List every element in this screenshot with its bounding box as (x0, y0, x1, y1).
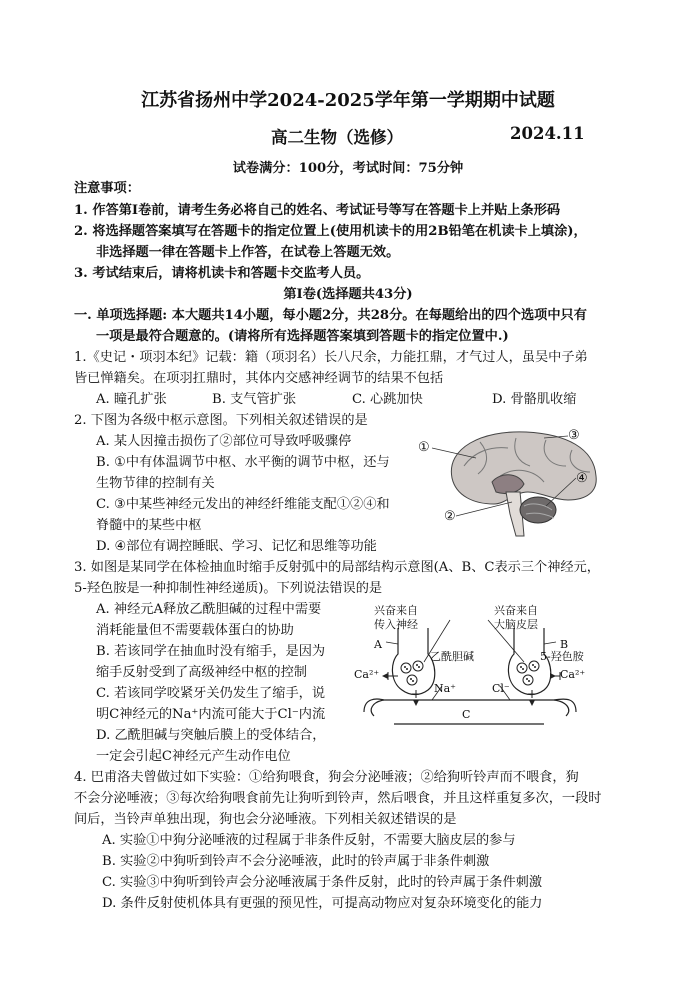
q3-option-c-cont: 明C神经元的Na⁺内流可能大于Cl⁻内流 (96, 707, 326, 722)
q2-option-b: B. ①中有体温调节中枢、水平衡的调节中枢，还与 (96, 455, 390, 470)
q4-option-d: D. 条件反射使机体具有更强的预见性，可提高动物应对复杂环境变化的能力 (102, 896, 543, 911)
q2-option-c: C. ③中某些神经元发出的神经纤维能支配①②④和 (96, 497, 390, 512)
sodium-label: Na⁺ (434, 682, 456, 695)
brain-label-1: ① (418, 440, 430, 455)
q1-stem-2: 皆已惮籍矣。在项羽扛鼎时，其体内交感神经调节的结果不包括 (74, 371, 444, 386)
brain-figure (416, 426, 616, 544)
exam-info: 试卷满分：100分，考试时间：75分钟 (232, 161, 464, 176)
synapse-right-source-2: 大脑皮层 (494, 618, 538, 631)
q3-option-a-cont: 消耗能量但不需要载体蛋白的协助 (96, 623, 294, 638)
brain-label-4: ④ (576, 471, 588, 486)
q4-option-a: A. 实验①中狗分泌唾液的过程属于非条件反射，不需要大脑皮层的参与 (102, 833, 516, 848)
section1-desc-1: 一. 单项选择题: 本大题共14小题，每小题2分，共28分。在每题给出的四个选项中只有 (74, 308, 587, 323)
q3-option-b-cont: 缩手反射受到了高级神经中枢的控制 (96, 665, 307, 680)
q3-stem-2: 5-羟色胺是一种抑制性神经递质)。下列说法错误的是 (74, 581, 383, 596)
exam-subject: 高二生物（选修） (271, 128, 403, 147)
q3-option-d-cont: 一定会引起C神经元产生动作电位 (96, 749, 291, 764)
synapse-right-source-1: 兴奋来自 (494, 604, 538, 617)
section1-desc-2: 一项是最符合题意的。(请将所有选择题答案填到答题卡的指定位置中.) (96, 329, 509, 344)
brain-label-2: ② (444, 509, 456, 524)
q3-option-b: B. 若该同学在抽血时没有缩手，是因为 (96, 644, 326, 659)
q1-stem-1: 1.《史记・项羽本纪》记载：籍（项羽名）长八尺余，力能扛鼎，才气过人，虽吴中子弟 (74, 350, 588, 365)
exam-date: 2024.11 (510, 124, 585, 143)
q2-option-c-cont: 脊髓中的某些中枢 (96, 518, 202, 533)
notes-heading: 注意事项： (74, 181, 140, 196)
q2-option-a: A. 某人因撞击损伤了②部位可导致呼吸骤停 (96, 434, 352, 449)
calcium-right-label: Ca²⁺ (560, 668, 586, 681)
q1-option-a: A. 瞳孔扩张 (96, 392, 167, 407)
note-3: 3. 考试结束后，请将机读卡和答题卡交监考人员。 (74, 266, 370, 281)
note-2-cont: 非选择题一律在答题卡上作答，在试卷上答题无效。 (96, 245, 400, 260)
note-1: 1. 作答第Ⅰ卷前，请考生务必将自己的姓名、考试证号等写在答题卡上并贴上条形码 (74, 203, 561, 218)
chloride-label: Cl⁻ (492, 682, 510, 695)
q3-option-d: D. 乙酰胆碱与突触后膜上的受体结合， (96, 728, 326, 743)
calcium-left-label: Ca²⁺ (354, 668, 380, 681)
q2-option-d: D. ④部位有调控睡眠、学习、记忆和思维等功能 (96, 539, 377, 554)
q1-option-d: D. 骨骼肌收缩 (492, 392, 577, 407)
q3-stem-1: 3. 如图是某同学在体检抽血时缩手反射弧中的局部结构示意图(A、B、C表示三个神经元， (74, 560, 600, 575)
acetylcholine-label: 乙酰胆碱 (430, 650, 474, 663)
q3-option-a: A. 神经元A释放乙酰胆碱的过程中需要 (96, 602, 322, 617)
q4-option-c: C. 实验③中狗听到铃声会分泌唾液属于条件反射，此时的铃声属于条件刺激 (102, 875, 543, 890)
q4-stem-1: 4. 巴甫洛夫曾做过如下实验：①给狗喂食，狗会分泌唾液；②给狗听铃声而不喂食，狗 (74, 770, 579, 785)
note-2: 2. 将选择题答案填写在答题卡的指定位置上(使用机读卡的用2B铅笔在机读卡上填涂)， (74, 224, 587, 239)
brain-label-3: ③ (568, 428, 580, 443)
neuron-c-label: C (462, 708, 471, 721)
neuron-a-label: A (374, 638, 382, 651)
q2-option-b-cont: 生物节律的控制有关 (96, 476, 215, 491)
q2-stem: 2. 下图为各级中枢示意图。下列相关叙述错误的是 (74, 413, 368, 428)
exam-title: 江苏省扬州中学2024-2025学年第一学期期中试题 (141, 90, 555, 111)
serotonin-label: 5-羟色胺 (540, 650, 584, 663)
q4-stem-2: 不会分泌唾液；③每次给狗喂食前先让狗听到铃声，然后喂食，并且这样重复多次，一段时 (74, 791, 602, 806)
q1-option-c: C. 心跳加快 (352, 392, 423, 407)
q4-option-b: B. 实验②中狗听到铃声不会分泌唾液，此时的铃声属于非条件刺激 (102, 854, 490, 869)
synapse-figure (354, 602, 588, 728)
synapse-left-source-2: 传入神经 (374, 618, 418, 631)
synapse-left-source-1: 兴奋来自 (374, 604, 418, 617)
q3-option-c: C. 若该同学咬紧牙关仍发生了缩手，说 (96, 686, 326, 701)
section-title: 第Ⅰ卷(选择题共43分) (283, 287, 413, 302)
q1-option-b: B. 支气管扩张 (212, 392, 297, 407)
neuron-b-label: B (560, 638, 569, 651)
q4-stem-3: 间后，当铃声单独出现，狗也会分泌唾液。下列相关叙述错误的是 (74, 812, 457, 827)
